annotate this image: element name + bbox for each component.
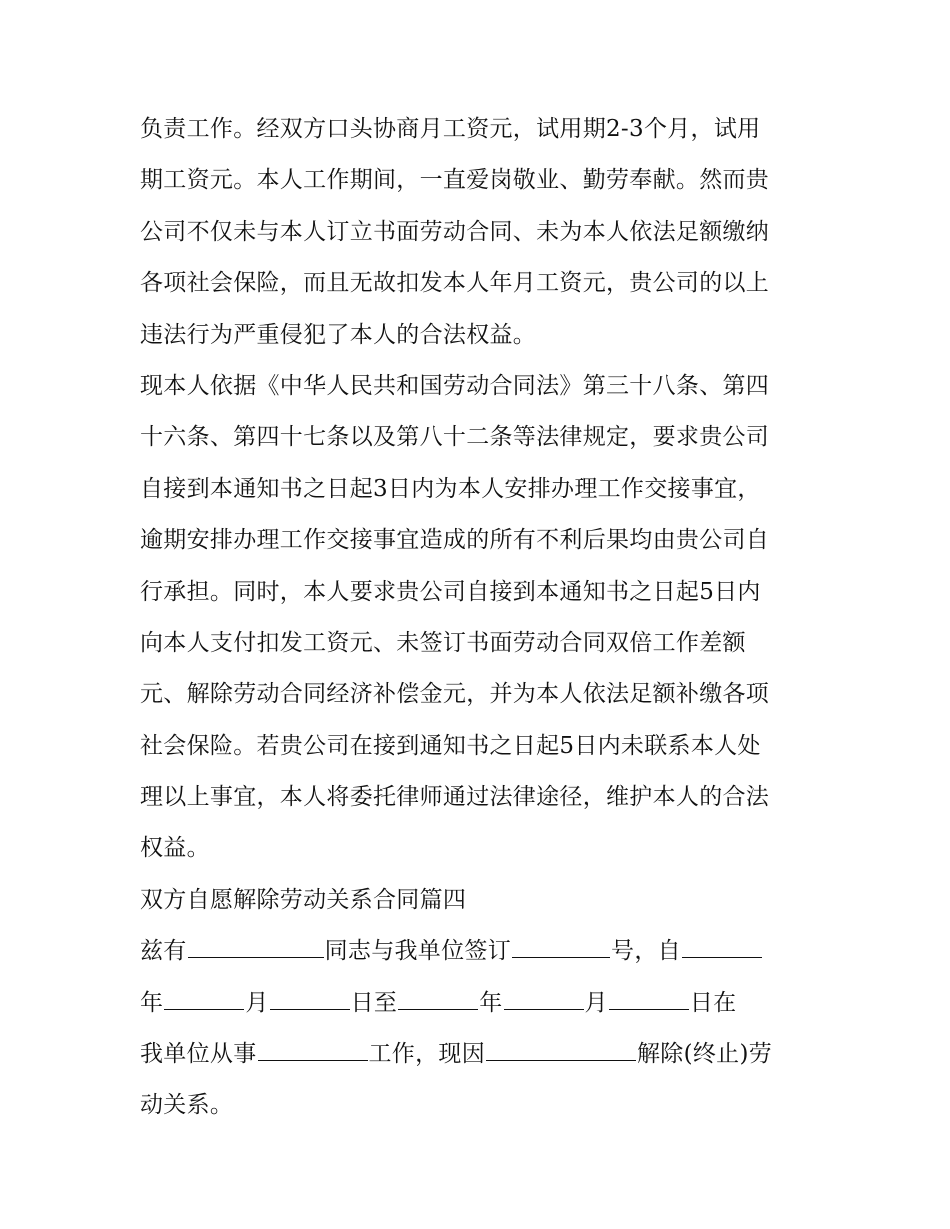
form-line-2	[140, 978, 820, 1029]
form-text: 年	[479, 989, 503, 1016]
text-line: 各项社会保险，而且无故扣发本人年月工资元，贵公司的以上	[140, 270, 770, 297]
text-line: 负责工作。经双方口头协商月工资元，试用期2-3个月，试用	[140, 116, 761, 142]
start-year-blank[interactable]	[682, 931, 762, 958]
text-line: 现本人依据《中华人民共和国劳动合同法》第三十八条、第四	[140, 372, 770, 399]
form-text: 解除(终止)劳	[637, 1041, 773, 1068]
document-page	[140, 104, 820, 1132]
form-text: 号，自	[611, 938, 681, 965]
form-text: 月	[245, 989, 269, 1016]
job-blank[interactable]	[258, 1034, 368, 1061]
text-line: 理以上事宜，本人将委托律师通过法律途径，维护本人的合法	[140, 784, 770, 811]
text-line: 向本人支付扣发工资元、未签订书面劳动合同双倍工作差额	[140, 629, 746, 656]
form-line-4	[140, 1080, 820, 1131]
contract-number-blank[interactable]	[512, 931, 610, 958]
form-text: 兹有	[140, 938, 187, 965]
text-line: 十六条、第四十七条以及第八十二条等法律规定，要求贵公司	[140, 424, 770, 451]
text-line: 行承担。同时，本人要求贵公司自接到本通知书之日起5日内	[140, 578, 761, 605]
form-line-3	[140, 1029, 820, 1080]
section-title: 双方自愿解除劳动关系合同篇四	[140, 886, 467, 913]
name-blank[interactable]	[188, 931, 324, 958]
reason-blank[interactable]	[486, 1034, 636, 1061]
form-text: 动关系。	[140, 1092, 234, 1119]
text-line: 元、解除劳动合同经济补偿金元，并为本人依法足额补缴各项	[140, 681, 770, 708]
form-text: 年	[140, 989, 164, 1016]
end-day-blank[interactable]	[609, 983, 689, 1010]
text-line: 自接到本通知书之日起3日内为本人安排办理工作交接事宜，	[140, 475, 761, 502]
text-line: 违法行为严重侵犯了本人的合法权益。	[140, 321, 537, 348]
form-line-1	[140, 926, 820, 977]
text-line: 公司不仅未与本人订立书面劳动合同、未为本人依法足额缴纳	[140, 218, 770, 245]
start-month-blank[interactable]	[164, 983, 244, 1010]
start-day-blank[interactable]	[270, 983, 350, 1010]
form-text: 工作，现因	[368, 1041, 485, 1068]
form-text: 月	[584, 989, 608, 1016]
form-text: 同志与我单位签订	[324, 938, 512, 965]
form-text: 日至	[350, 989, 398, 1016]
form-text: 日在	[689, 989, 737, 1016]
text-line: 权益。	[140, 835, 210, 862]
end-month-blank[interactable]	[504, 983, 584, 1010]
text-line: 期工资元。本人工作期间，一直爱岗敬业、勤劳奉献。然而贵	[140, 167, 770, 194]
form-text: 我单位从事	[140, 1041, 257, 1068]
end-year-blank[interactable]	[398, 983, 478, 1010]
text-line: 社会保险。若贵公司在接到通知书之日起5日内未联系本人处	[140, 732, 761, 759]
text-line: 逾期安排办理工作交接事宜造成的所有不利后果均由贵公司自	[140, 527, 770, 554]
